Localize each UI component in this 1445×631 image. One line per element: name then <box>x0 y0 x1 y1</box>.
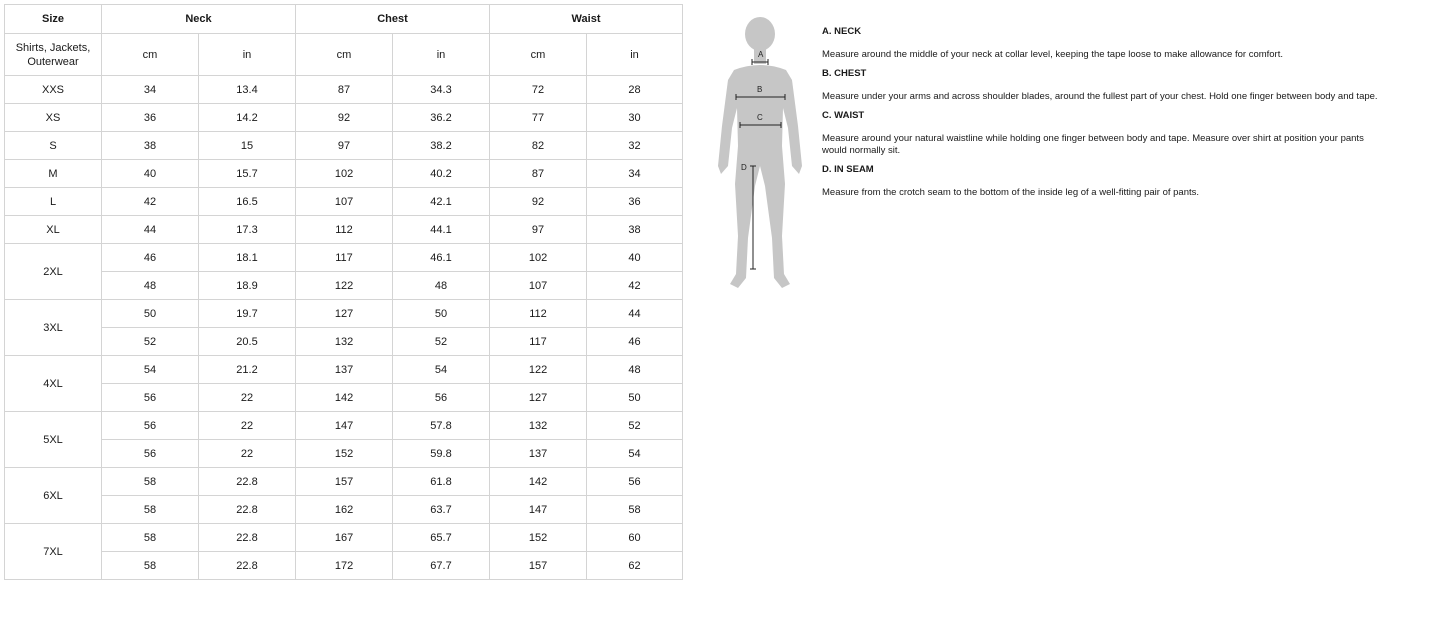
value-cell: 38 <box>102 132 199 160</box>
value-cell: 57.8 <box>393 412 490 440</box>
value-cell: 58 <box>102 468 199 496</box>
waist-header: Waist <box>490 5 683 34</box>
value-cell: 48 <box>102 272 199 300</box>
value-cell: 56 <box>102 412 199 440</box>
table-row <box>5 160 683 188</box>
value-cell: 22.8 <box>199 524 296 552</box>
value-cell: 132 <box>296 328 393 356</box>
value-cell: 152 <box>296 440 393 468</box>
size-cell: XS <box>5 104 102 132</box>
label-c: C <box>757 113 763 122</box>
value-cell: 56 <box>102 384 199 412</box>
guide-title: B. CHEST <box>822 68 867 79</box>
value-cell: 14.2 <box>199 104 296 132</box>
value-cell: 107 <box>296 188 393 216</box>
size-cell: 2XL <box>5 244 102 300</box>
size-cell: L <box>5 188 102 216</box>
size-cell: 7XL <box>5 524 102 580</box>
guide-text: Measure under your arms and across shoulder blades, around the fullest part of your chest. Hold one finger between body and tape. <box>822 91 1378 102</box>
value-cell: 22 <box>199 412 296 440</box>
value-cell: 65.7 <box>393 524 490 552</box>
unit-label: in <box>393 34 490 76</box>
table-row <box>5 216 683 244</box>
value-cell: 132 <box>490 412 587 440</box>
value-cell: 142 <box>490 468 587 496</box>
value-cell: 58 <box>587 496 683 524</box>
unit-label: cm <box>296 34 393 76</box>
value-cell: 46.1 <box>393 244 490 272</box>
table-body <box>5 76 683 580</box>
value-cell: 32 <box>587 132 683 160</box>
size-cell: 6XL <box>5 468 102 524</box>
value-cell: 19.7 <box>199 300 296 328</box>
value-cell: 15.7 <box>199 160 296 188</box>
value-cell: 147 <box>490 496 587 524</box>
value-cell: 147 <box>296 412 393 440</box>
value-cell: 40 <box>587 244 683 272</box>
table-row <box>5 384 683 412</box>
unit-label: in <box>199 34 296 76</box>
guide-text: Measure around your natural waistline while holding one finger between body and tape. Measure over shirt at position your pants would normally sit. <box>822 133 1364 156</box>
value-cell: 21.2 <box>199 356 296 384</box>
value-cell: 58 <box>102 496 199 524</box>
value-cell: 18.9 <box>199 272 296 300</box>
value-cell: 172 <box>296 552 393 580</box>
value-cell: 162 <box>296 496 393 524</box>
value-cell: 50 <box>587 384 683 412</box>
value-cell: 40.2 <box>393 160 490 188</box>
value-cell: 15 <box>199 132 296 160</box>
value-cell: 60 <box>587 524 683 552</box>
value-cell: 77 <box>490 104 587 132</box>
value-cell: 127 <box>296 300 393 328</box>
guide-section <box>822 68 1382 103</box>
value-cell: 36 <box>587 188 683 216</box>
value-cell: 22 <box>199 440 296 468</box>
neck-header: Neck <box>102 5 296 34</box>
value-cell: 40 <box>102 160 199 188</box>
table-row <box>5 552 683 580</box>
value-cell: 167 <box>296 524 393 552</box>
guide-text: Measure around the middle of your neck at collar level, keeping the tape loose to make allowance for comfort. <box>822 49 1284 60</box>
value-cell: 42 <box>102 188 199 216</box>
value-cell: 38.2 <box>393 132 490 160</box>
value-cell: 36.2 <box>393 104 490 132</box>
value-cell: 22.8 <box>199 468 296 496</box>
value-cell: 87 <box>296 76 393 104</box>
value-cell: 20.5 <box>199 328 296 356</box>
guide-title: D. IN SEAM <box>822 164 874 175</box>
value-cell: 36 <box>102 104 199 132</box>
value-cell: 82 <box>490 132 587 160</box>
size-chart-table <box>4 4 683 580</box>
value-cell: 34 <box>587 160 683 188</box>
guide-title: C. WAIST <box>822 110 865 121</box>
value-cell: 44 <box>587 300 683 328</box>
label-d: D <box>741 163 747 172</box>
guide-title: A. NECK <box>822 26 862 37</box>
value-cell: 102 <box>296 160 393 188</box>
chest-header: Chest <box>296 5 490 34</box>
value-cell: 22.8 <box>199 552 296 580</box>
label-a: A <box>758 50 764 59</box>
value-cell: 152 <box>490 524 587 552</box>
value-cell: 122 <box>296 272 393 300</box>
value-cell: 157 <box>296 468 393 496</box>
unit-label: cm <box>102 34 199 76</box>
value-cell: 142 <box>296 384 393 412</box>
unit-label: in <box>587 34 683 76</box>
value-cell: 56 <box>587 468 683 496</box>
value-cell: 52 <box>102 328 199 356</box>
value-cell: 107 <box>490 272 587 300</box>
table-row <box>5 524 683 552</box>
size-header: Size <box>5 5 102 34</box>
value-cell: 18.1 <box>199 244 296 272</box>
value-cell: 137 <box>490 440 587 468</box>
size-cell: M <box>5 160 102 188</box>
table-row <box>5 328 683 356</box>
value-cell: 92 <box>296 104 393 132</box>
value-cell: 50 <box>102 300 199 328</box>
value-cell: 117 <box>490 328 587 356</box>
value-cell: 59.8 <box>393 440 490 468</box>
value-cell: 63.7 <box>393 496 490 524</box>
value-cell: 72 <box>490 76 587 104</box>
table-subheader-row <box>5 34 683 76</box>
value-cell: 127 <box>490 384 587 412</box>
guide-section <box>822 110 1382 157</box>
size-cell: 4XL <box>5 356 102 412</box>
table-row <box>5 272 683 300</box>
value-cell: 92 <box>490 188 587 216</box>
value-cell: 61.8 <box>393 468 490 496</box>
value-cell: 52 <box>393 328 490 356</box>
value-cell: 42.1 <box>393 188 490 216</box>
value-cell: 48 <box>587 356 683 384</box>
value-cell: 46 <box>587 328 683 356</box>
guide-text: Measure from the crotch seam to the bottom of the inside leg of a well-fitting pair of pants. <box>822 187 1200 198</box>
value-cell: 34 <box>102 76 199 104</box>
value-cell: 117 <box>296 244 393 272</box>
value-cell: 87 <box>490 160 587 188</box>
table-row <box>5 412 683 440</box>
unit-label: cm <box>490 34 587 76</box>
label-b: B <box>757 85 763 94</box>
table-row <box>5 496 683 524</box>
value-cell: 58 <box>102 552 199 580</box>
value-cell: 122 <box>490 356 587 384</box>
category-label: Shirts, Jackets, Outerwear <box>5 34 102 76</box>
size-cell: 5XL <box>5 412 102 468</box>
value-cell: 13.4 <box>199 76 296 104</box>
value-cell: 54 <box>393 356 490 384</box>
value-cell: 17.3 <box>199 216 296 244</box>
value-cell: 97 <box>490 216 587 244</box>
value-cell: 58 <box>102 524 199 552</box>
table-row <box>5 132 683 160</box>
table-row <box>5 468 683 496</box>
value-cell: 38 <box>587 216 683 244</box>
value-cell: 50 <box>393 300 490 328</box>
guide-section <box>822 164 1382 199</box>
table-row <box>5 188 683 216</box>
value-cell: 48 <box>393 272 490 300</box>
value-cell: 54 <box>587 440 683 468</box>
value-cell: 44 <box>102 216 199 244</box>
table-row <box>5 104 683 132</box>
value-cell: 62 <box>587 552 683 580</box>
value-cell: 112 <box>490 300 587 328</box>
measurement-guide <box>822 26 1382 206</box>
value-cell: 137 <box>296 356 393 384</box>
value-cell: 22.8 <box>199 496 296 524</box>
size-cell: XXS <box>5 76 102 104</box>
value-cell: 97 <box>296 132 393 160</box>
table-row <box>5 356 683 384</box>
size-cell: S <box>5 132 102 160</box>
value-cell: 30 <box>587 104 683 132</box>
table-row <box>5 76 683 104</box>
table-row <box>5 440 683 468</box>
value-cell: 16.5 <box>199 188 296 216</box>
table-row <box>5 244 683 272</box>
value-cell: 52 <box>587 412 683 440</box>
value-cell: 42 <box>587 272 683 300</box>
table-row <box>5 300 683 328</box>
size-cell: XL <box>5 216 102 244</box>
body-measurement-figure <box>712 16 812 296</box>
value-cell: 56 <box>393 384 490 412</box>
value-cell: 56 <box>102 440 199 468</box>
guide-section <box>822 26 1382 61</box>
value-cell: 67.7 <box>393 552 490 580</box>
value-cell: 22 <box>199 384 296 412</box>
value-cell: 54 <box>102 356 199 384</box>
value-cell: 34.3 <box>393 76 490 104</box>
value-cell: 102 <box>490 244 587 272</box>
value-cell: 46 <box>102 244 199 272</box>
value-cell: 28 <box>587 76 683 104</box>
value-cell: 44.1 <box>393 216 490 244</box>
table-header-row <box>5 5 683 34</box>
value-cell: 112 <box>296 216 393 244</box>
value-cell: 157 <box>490 552 587 580</box>
size-cell: 3XL <box>5 300 102 356</box>
